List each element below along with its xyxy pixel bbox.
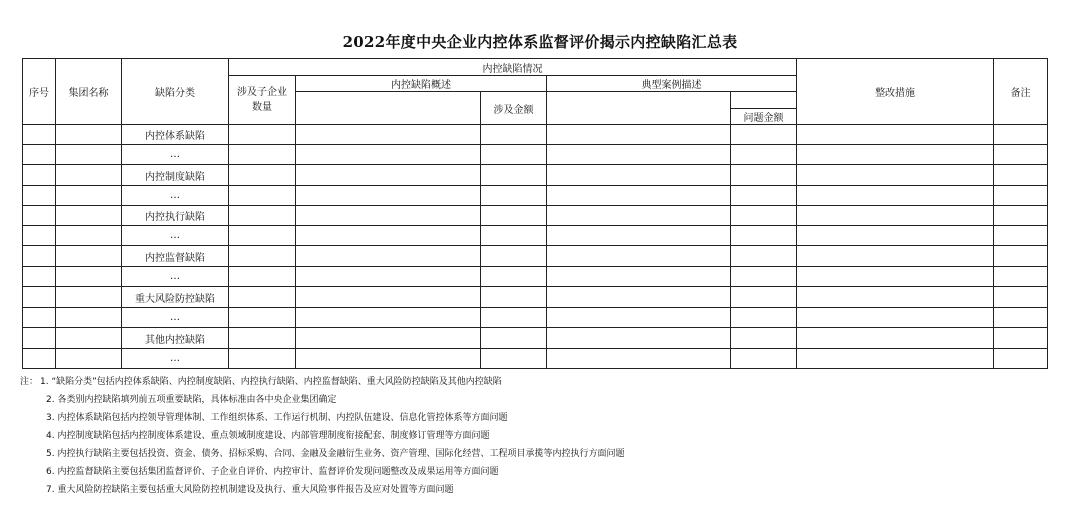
note-text: 6. 内控监督缺陷主要包括集团监督评价、子企业自评价、内控审计、监督评价发现问题整改及成果运用等方面问题 bbox=[46, 467, 499, 477]
empty-cell bbox=[547, 125, 731, 145]
empty-cell bbox=[296, 145, 481, 165]
empty-cell bbox=[547, 246, 731, 267]
notes-section bbox=[20, 373, 1070, 499]
empty-cell bbox=[994, 125, 1048, 145]
note-item bbox=[20, 391, 1070, 409]
empty-cell bbox=[296, 349, 481, 369]
empty-cell bbox=[797, 186, 994, 206]
empty-cell bbox=[547, 186, 731, 206]
note-text: 2. 各类别内控缺陷填列前五项重要缺陷，具体标准由各中央企业集团确定 bbox=[46, 395, 337, 405]
empty-cell bbox=[23, 125, 56, 145]
empty-cell bbox=[547, 226, 731, 246]
header-subsidiary-count: 涉及子企业数量 bbox=[229, 76, 296, 125]
empty-cell bbox=[547, 287, 731, 308]
empty-cell bbox=[296, 186, 481, 206]
empty-cell bbox=[994, 328, 1048, 349]
empty-cell bbox=[731, 267, 797, 287]
empty-cell bbox=[23, 246, 56, 267]
header-amount-involved: 涉及金额 bbox=[481, 92, 547, 125]
empty-cell bbox=[56, 349, 122, 369]
note-item bbox=[20, 427, 1070, 445]
note-text: 4. 内控制度缺陷包括内控制度体系建设、重点领域制度建设、内部管理制度衔接配套、制度修订管理等方面问题 bbox=[46, 431, 490, 441]
empty-cell bbox=[23, 186, 56, 206]
empty-cell bbox=[229, 287, 296, 308]
empty-cell bbox=[56, 125, 122, 145]
header-problem-amount: 问题金额 bbox=[731, 109, 797, 125]
defect-category-cell: 内控执行缺陷 bbox=[122, 206, 229, 226]
empty-cell bbox=[547, 267, 731, 287]
empty-cell bbox=[296, 165, 481, 186]
empty-cell bbox=[547, 165, 731, 186]
table-row bbox=[23, 125, 1048, 145]
empty-cell bbox=[23, 267, 56, 287]
empty-cell bbox=[994, 308, 1048, 328]
defect-category-cell: … bbox=[122, 226, 229, 246]
empty-cell bbox=[23, 328, 56, 349]
empty-cell bbox=[296, 308, 481, 328]
empty-cell bbox=[481, 226, 547, 246]
defect-category-cell: 其他内控缺陷 bbox=[122, 328, 229, 349]
table-row bbox=[23, 165, 1048, 186]
empty-cell bbox=[229, 328, 296, 349]
empty-cell bbox=[797, 308, 994, 328]
header-defect-overview: 内控缺陷概述 bbox=[296, 76, 547, 92]
empty-cell bbox=[56, 206, 122, 226]
table-row bbox=[23, 328, 1048, 349]
empty-cell bbox=[23, 349, 56, 369]
empty-cell bbox=[994, 145, 1048, 165]
empty-cell bbox=[481, 349, 547, 369]
empty-cell bbox=[481, 186, 547, 206]
empty-cell bbox=[229, 206, 296, 226]
empty-cell bbox=[229, 246, 296, 267]
empty-cell bbox=[797, 349, 994, 369]
empty-cell bbox=[56, 287, 122, 308]
empty-cell bbox=[56, 246, 122, 267]
note-item bbox=[20, 481, 1070, 499]
note-text: 5. 内控执行缺陷主要包括投资、资金、债务、招标采购、合同、金融及金融衍生业务、资产管理、国际化经营、工程项目承揽等内控执行方面问题 bbox=[46, 449, 625, 459]
empty-cell bbox=[994, 246, 1048, 267]
empty-cell bbox=[56, 226, 122, 246]
empty-cell bbox=[481, 246, 547, 267]
empty-cell bbox=[481, 165, 547, 186]
empty-cell bbox=[229, 349, 296, 369]
empty-cell bbox=[731, 206, 797, 226]
empty-cell bbox=[296, 206, 481, 226]
empty-cell bbox=[481, 267, 547, 287]
note-text: 3. 内控体系缺陷包括内控领导管理体制、工作组织体系、工作运行机制、内控队伍建设、信息化管控体系等方面问题 bbox=[46, 413, 508, 423]
defect-summary-table bbox=[22, 58, 1048, 369]
empty-cell bbox=[731, 246, 797, 267]
notes-prefix: 注： bbox=[20, 377, 39, 387]
empty-cell bbox=[731, 308, 797, 328]
table-row bbox=[23, 246, 1048, 267]
empty-cell bbox=[296, 246, 481, 267]
header-typical-case: 典型案例描述 bbox=[547, 76, 797, 92]
empty-cell bbox=[797, 328, 994, 349]
table-row bbox=[23, 349, 1048, 369]
empty-cell bbox=[994, 226, 1048, 246]
defect-category-cell: 内控监督缺陷 bbox=[122, 246, 229, 267]
note-item bbox=[20, 445, 1070, 463]
empty-cell bbox=[56, 267, 122, 287]
note-text: 1. “缺陷分类”包括内控体系缺陷、内控制度缺陷、内控执行缺陷、内控监督缺陷、重大风险防控缺陷及其他内控缺陷 bbox=[40, 377, 502, 387]
defect-category-cell: … bbox=[122, 308, 229, 328]
empty-cell bbox=[994, 165, 1048, 186]
note-item bbox=[20, 409, 1070, 427]
table-row bbox=[23, 186, 1048, 206]
empty-cell bbox=[731, 165, 797, 186]
empty-cell bbox=[731, 349, 797, 369]
empty-cell bbox=[56, 165, 122, 186]
empty-cell bbox=[229, 186, 296, 206]
empty-cell bbox=[23, 287, 56, 308]
empty-cell bbox=[797, 287, 994, 308]
empty-cell bbox=[296, 125, 481, 145]
empty-cell bbox=[23, 226, 56, 246]
defect-category-cell: … bbox=[122, 145, 229, 165]
empty-cell bbox=[229, 308, 296, 328]
empty-cell bbox=[797, 165, 994, 186]
empty-cell bbox=[56, 186, 122, 206]
empty-cell bbox=[547, 206, 731, 226]
header-group-name: 集团名称 bbox=[56, 59, 122, 125]
header-seq: 序号 bbox=[23, 59, 56, 125]
empty-cell bbox=[481, 125, 547, 145]
empty-cell bbox=[731, 125, 797, 145]
empty-cell bbox=[797, 206, 994, 226]
table-row bbox=[23, 308, 1048, 328]
defect-category-cell: … bbox=[122, 267, 229, 287]
empty-cell bbox=[994, 267, 1048, 287]
empty-cell bbox=[994, 206, 1048, 226]
empty-cell bbox=[994, 349, 1048, 369]
defect-category-cell: … bbox=[122, 349, 229, 369]
defect-category-cell: … bbox=[122, 186, 229, 206]
empty-cell bbox=[23, 206, 56, 226]
empty-cell bbox=[296, 267, 481, 287]
header-defect-situation: 内控缺陷情况 bbox=[229, 59, 797, 76]
empty-cell bbox=[731, 186, 797, 206]
empty-cell bbox=[481, 287, 547, 308]
empty-cell bbox=[481, 328, 547, 349]
table-row bbox=[23, 267, 1048, 287]
empty-cell bbox=[547, 349, 731, 369]
table-row bbox=[23, 145, 1048, 165]
empty-cell bbox=[797, 246, 994, 267]
empty-cell bbox=[547, 308, 731, 328]
empty-cell bbox=[229, 145, 296, 165]
empty-cell bbox=[296, 287, 481, 308]
empty-cell bbox=[23, 145, 56, 165]
table-row bbox=[23, 206, 1048, 226]
table-row bbox=[23, 226, 1048, 246]
empty-cell bbox=[56, 145, 122, 165]
empty-cell bbox=[56, 308, 122, 328]
empty-cell bbox=[731, 328, 797, 349]
empty-cell bbox=[797, 267, 994, 287]
header-defect-category: 缺陷分类 bbox=[122, 59, 229, 125]
defect-category-cell: 重大风险防控缺陷 bbox=[122, 287, 229, 308]
empty-cell bbox=[481, 145, 547, 165]
empty-cell bbox=[547, 145, 731, 165]
empty-cell bbox=[229, 125, 296, 145]
empty-cell bbox=[731, 145, 797, 165]
empty-cell bbox=[731, 226, 797, 246]
empty-cell bbox=[229, 165, 296, 186]
empty-cell bbox=[994, 186, 1048, 206]
empty-cell bbox=[994, 287, 1048, 308]
table-row bbox=[23, 287, 1048, 308]
empty-cell bbox=[481, 206, 547, 226]
empty-cell bbox=[229, 267, 296, 287]
note-item bbox=[20, 463, 1070, 481]
empty-cell bbox=[547, 328, 731, 349]
empty-cell bbox=[731, 287, 797, 308]
defect-category-cell: 内控制度缺陷 bbox=[122, 165, 229, 186]
empty-cell bbox=[797, 226, 994, 246]
page-title: 2022年度中央企业内控体系监督评价揭示内控缺陷汇总表 bbox=[342, 33, 738, 51]
empty-cell bbox=[229, 226, 296, 246]
empty-cell bbox=[296, 328, 481, 349]
empty-cell bbox=[23, 165, 56, 186]
empty-cell bbox=[296, 226, 481, 246]
defect-category-cell: 内控体系缺陷 bbox=[122, 125, 229, 145]
note-text: 7. 重大风险防控缺陷主要包括重大风险防控机制建设及执行、重大风险事件报告及应对处置等方面问题 bbox=[46, 485, 454, 495]
header-rectification: 整改措施 bbox=[797, 59, 994, 125]
empty-cell bbox=[797, 125, 994, 145]
empty-cell bbox=[797, 145, 994, 165]
note-item bbox=[20, 373, 1070, 391]
header-remarks: 备注 bbox=[994, 59, 1048, 125]
empty-cell bbox=[481, 308, 547, 328]
empty-cell bbox=[56, 328, 122, 349]
empty-cell bbox=[23, 308, 56, 328]
